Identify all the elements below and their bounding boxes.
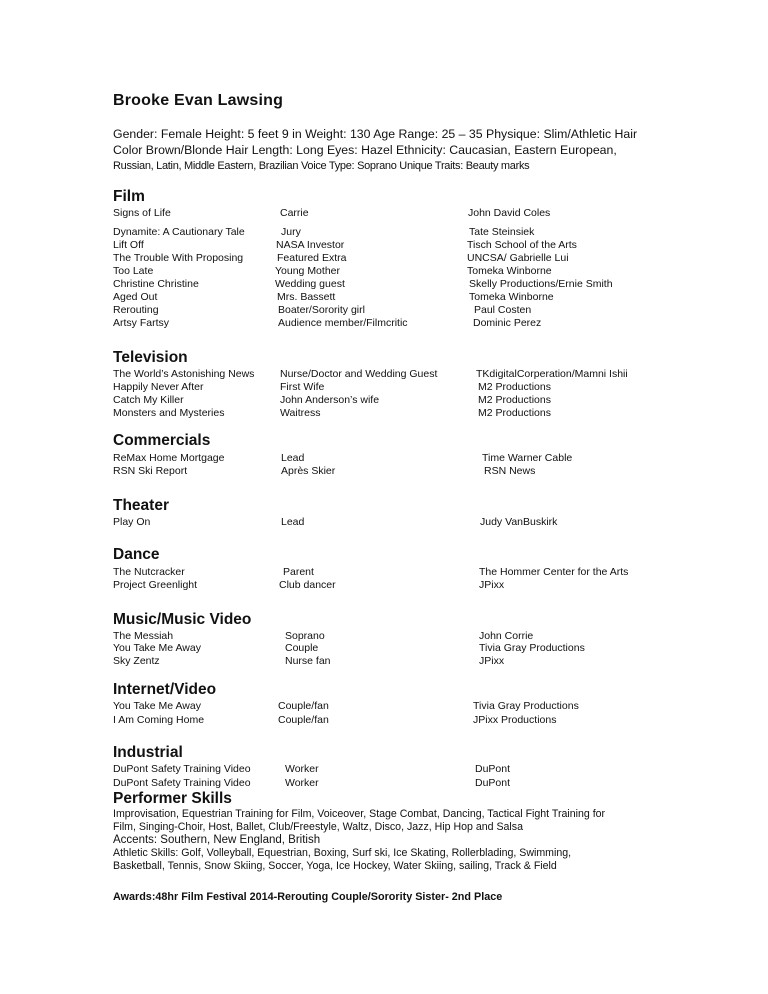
credit-title: Christine Christine (113, 278, 199, 290)
credit-director: Tisch School of the Arts (467, 239, 577, 251)
credit-director: TKdigitalCorperation/Mamni Ishii (476, 368, 628, 380)
credit-row (0, 465, 768, 478)
credit-role: Nurse/Doctor and Wedding Guest (280, 368, 438, 380)
credit-role: Young Mother (275, 265, 340, 277)
credit-row (0, 381, 768, 394)
skills-line-1: Improvisation, Equestrian Training for Film, Voiceover, Stage Combat, Dancing, Tactical Fight Training for (113, 808, 606, 820)
physical-stats (113, 127, 638, 175)
credit-director: Tivia Gray Productions (479, 642, 585, 654)
credit-director: DuPont (475, 777, 511, 789)
credit-title: Monsters and Mysteries (113, 407, 225, 419)
credit-row (0, 265, 768, 278)
credit-role: Waitress (280, 407, 321, 419)
credit-director: John Corrie (479, 630, 534, 642)
credit-title: The World’s Astonishing News (113, 368, 255, 380)
accents-line: Accents: Southern, New England, British (113, 834, 321, 846)
credit-title: Rerouting (113, 304, 159, 316)
credit-title: Project Greenlight (113, 579, 198, 591)
credit-director: John David Coles (468, 207, 551, 219)
music-video-heading: Music/Music Video (113, 611, 252, 628)
credit-director: JPixx (479, 579, 505, 591)
credit-row (0, 226, 768, 239)
credit-title: Aged Out (113, 291, 158, 303)
credit-title: Too Late (113, 265, 154, 277)
credit-title: DuPont Safety Training Video (113, 777, 251, 789)
credit-row (0, 407, 768, 420)
credit-row (0, 763, 768, 776)
credit-role: Couple/fan (278, 714, 329, 726)
performer-skills-heading: Performer Skills (113, 790, 232, 807)
credit-title: I Am Coming Home (113, 714, 205, 726)
credit-title: DuPont Safety Training Video (113, 763, 251, 775)
industrial-heading: Industrial (113, 744, 183, 761)
credit-role: Club dancer (279, 579, 336, 591)
credit-role: Après Skier (281, 465, 336, 477)
awards-line (113, 891, 502, 903)
credit-role: Wedding guest (275, 278, 345, 290)
credit-title: Lift Off (113, 239, 144, 251)
athletic-skills-line-2: Basketball, Tennis, Snow Skiing, Soccer, Yoga, Ice Hockey, Water Skiing, sailing, Track & Field (113, 860, 557, 872)
credit-role: NASA Investor (276, 239, 345, 251)
credit-role: First Wife (280, 381, 325, 393)
credit-role: Soprano (285, 630, 325, 642)
credit-title: Happily Never After (113, 381, 204, 393)
credit-role: Featured Extra (277, 252, 347, 264)
credit-director: M2 Productions (478, 407, 551, 419)
credit-row (0, 394, 768, 407)
credit-title: The Messiah (113, 630, 174, 642)
credit-role: Worker (285, 763, 319, 775)
credit-role: Couple (285, 642, 319, 654)
credit-title: Sky Zentz (113, 655, 160, 667)
credit-director: Judy VanBuskirk (480, 516, 558, 528)
credit-row (0, 239, 768, 252)
film-heading: Film (113, 188, 145, 205)
credit-role: Lead (281, 516, 305, 528)
credit-row (0, 278, 768, 291)
credit-director: Tate Steinsiek (469, 226, 535, 238)
credit-director: UNCSA/ Gabrielle Lui (467, 252, 569, 264)
credit-title: The Trouble With Proposing (113, 252, 244, 264)
credit-row (0, 516, 768, 529)
credit-director: DuPont (475, 763, 511, 775)
credit-row (0, 642, 768, 655)
credit-title: Dynamite: A Cautionary Tale (113, 226, 245, 238)
credit-role: Worker (285, 777, 319, 789)
credit-row (0, 655, 768, 668)
commercials-heading: Commercials (113, 432, 211, 449)
credit-row (0, 579, 768, 592)
credit-director: The Hommer Center for the Arts (479, 566, 629, 578)
credit-role: Jury (281, 226, 301, 238)
credit-director: Time Warner Cable (482, 452, 573, 464)
credit-role: Couple/fan (278, 700, 329, 712)
credit-role: John Anderson’s wife (280, 394, 380, 406)
credit-director: Dominic Perez (473, 317, 542, 329)
credit-title: Artsy Fartsy (113, 317, 170, 329)
skills-block (113, 808, 653, 873)
credit-director: JPixx Productions (473, 714, 557, 726)
credit-title: ReMax Home Mortgage (113, 452, 225, 464)
credit-title: Catch My Killer (113, 394, 184, 406)
credit-director: Tomeka Winborne (469, 291, 554, 303)
credit-director: M2 Productions (478, 394, 551, 406)
credit-director: Paul Costen (474, 304, 532, 316)
credit-row (0, 317, 768, 330)
credit-row (0, 304, 768, 317)
credit-row (0, 207, 768, 220)
credit-role: Boater/Sorority girl (278, 304, 365, 316)
athletic-skills-line-1: Athletic Skills: Golf, Volleyball, Equestrian, Boxing, Surf ski, Ice Skating, Rollerblading, Swimming, (113, 847, 572, 859)
credit-director: RSN News (484, 465, 536, 477)
television-heading: Television (113, 349, 188, 366)
credit-director: Tomeka Winborne (467, 265, 552, 277)
dance-heading: Dance (113, 546, 160, 563)
credit-role: Lead (281, 452, 305, 464)
awards-label: Awards (113, 891, 152, 903)
stats-line-3: Russian, Latin, Middle Eastern, Brazilian Voice Type: Soprano Unique Traits: Beauty marks (113, 160, 530, 172)
credit-title: You Take Me Away (113, 700, 201, 712)
credit-role: Parent (283, 566, 314, 578)
credit-director: Skelly Productions/Ernie Smith (469, 278, 613, 290)
credit-title: You Take Me Away (113, 642, 201, 654)
credit-row (0, 252, 768, 265)
awards-text: :48hr Film Festival 2014-Rerouting Couple/Sorority Sister- 2nd Place (151, 891, 503, 903)
credit-row (0, 700, 768, 713)
credit-row (0, 777, 768, 790)
credit-title: Play On (113, 516, 151, 528)
credit-row (0, 452, 768, 465)
credit-row (0, 291, 768, 304)
credit-row (0, 368, 768, 381)
credit-title: Signs of Life (113, 207, 171, 219)
credit-row (0, 714, 768, 727)
theater-heading: Theater (113, 497, 169, 514)
credit-title: The Nutcracker (113, 566, 185, 578)
credit-row (0, 566, 768, 579)
credit-director: Tivia Gray Productions (473, 700, 579, 712)
skills-line-2: Film, Singing-Choir, Host, Ballet, Club/Freestyle, Waltz, Disco, Jazz, Hip Hop and Salsa (113, 821, 523, 833)
credit-role: Audience member/Filmcritic (278, 317, 408, 329)
credit-role: Mrs. Bassett (277, 291, 336, 303)
stats-line-2: Color Brown/Blonde Hair Length: Long Eyes: Hazel Ethnicity: Caucasian, Eastern European, (113, 142, 617, 157)
credit-role: Carrie (280, 207, 309, 219)
internet-video-heading: Internet/Video (113, 681, 217, 698)
credit-title: RSN Ski Report (113, 465, 188, 477)
credit-director: M2 Productions (478, 381, 551, 393)
stats-line-1: Gender: Female Height: 5 feet 9 in Weight: 130 Age Range: 25 – 35 Physique: Slim/Athletic Hair (113, 127, 638, 141)
credit-director: JPixx (479, 655, 505, 667)
actor-name: Brooke Evan Lawsing (113, 92, 284, 109)
credit-role: Nurse fan (285, 655, 331, 667)
